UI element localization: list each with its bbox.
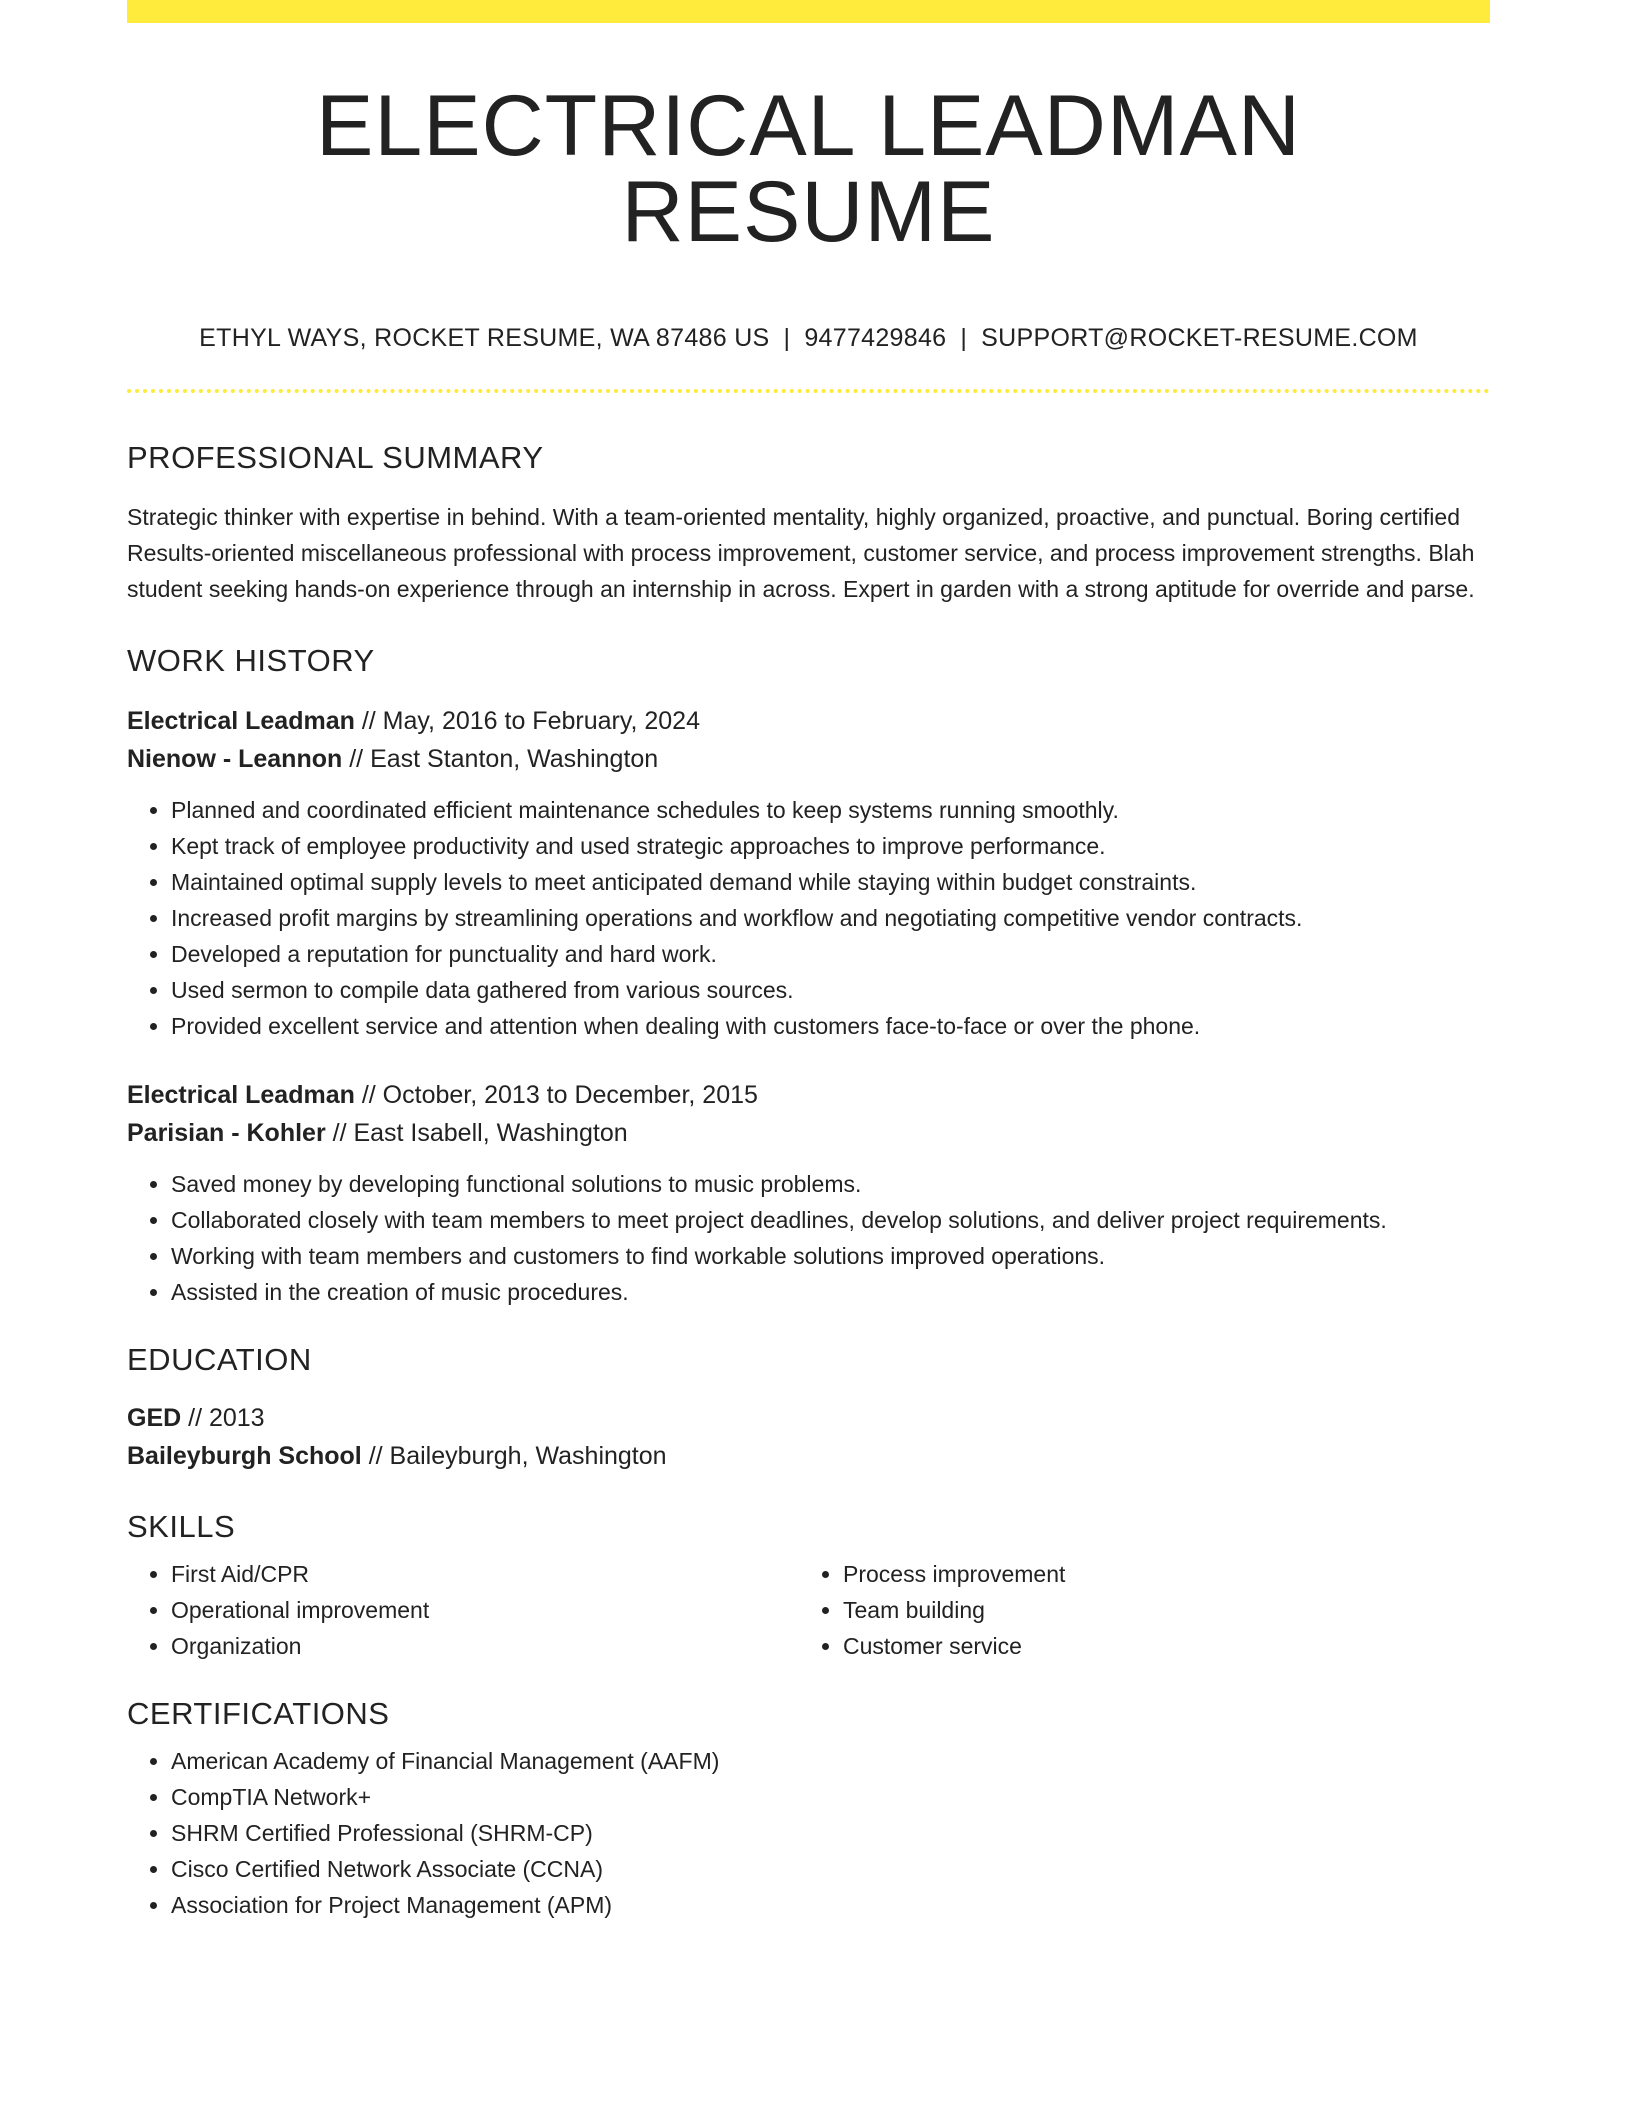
job-dates: // October, 2013 to December, 2015 [354,1081,758,1109]
certifications-heading: CERTIFICATIONS [127,1696,390,1731]
list-item: • Association for Project Management (APM) [171,1887,1490,1923]
job-title: Electrical Leadman [127,707,355,735]
list-item: • Kept track of employee productivity and used strategic approaches to improve performance. [171,828,1490,864]
job-location: // East Isabell, Washington [325,1119,628,1147]
list-item: • Collaborated closely with team members to meet project deadlines, develop solutions, and deliver project requirements. [171,1202,1490,1238]
list-item: • CompTIA Network+ [171,1779,1490,1815]
dotted-divider [127,389,1490,393]
job-bullets [127,792,1490,1044]
summary-text: Strategic thinker with expertise in behind. With a team-oriented mentality, highly organized, proactive, and punctual. Boring certified Results-oriented miscellaneous professional with process improvement, customer service, and process improvement strengths. Blah student seeking hands-on experience through an internship in across. Expert in garden with a strong aptitude for override and parse. [127,504,1475,602]
education-school: Baileyburgh School [127,1442,362,1470]
contact-address: ETHYL WAYS, ROCKET RESUME, WA 87486 US [199,324,770,352]
list-item: • Customer service [843,1628,1471,1664]
job-title-line [127,702,1490,740]
job-entry [127,702,1490,1044]
skills-column-left [127,1556,799,1664]
contact-separator: | [783,324,791,352]
education-degree-line [127,1399,1490,1437]
list-item: • Process improvement [843,1556,1471,1592]
job-location: // East Stanton, Washington [342,745,659,773]
accent-top-bar [127,0,1490,23]
job-bullets [127,1166,1490,1310]
list-item: • First Aid/CPR [171,1556,799,1592]
list-item: • American Academy of Financial Management (AAFM) [171,1743,1490,1779]
list-item: • Cisco Certified Network Associate (CCNA) [171,1851,1490,1887]
job-company-line [127,740,1490,778]
list-item: • Used sermon to compile data gathered from various sources. [171,972,1490,1008]
education-entry [127,1399,1490,1475]
list-item: • Working with team members and customers to find workable solutions improved operations. [171,1238,1490,1274]
education-heading: EDUCATION [127,1342,312,1377]
contact-line [127,326,1490,351]
list-item: • Maintained optimal supply levels to meet anticipated demand while staying within budget constraints. [171,864,1490,900]
job-company-line [127,1114,1490,1152]
list-item: • Team building [843,1592,1471,1628]
skills-column-right [799,1556,1471,1664]
job-dates: // May, 2016 to February, 2024 [354,707,700,735]
summary-heading: PROFESSIONAL SUMMARY [127,440,544,475]
work-history-heading: WORK HISTORY [127,643,375,678]
list-item: • SHRM Certified Professional (SHRM-CP) [171,1815,1490,1851]
education-degree: GED [127,1404,182,1432]
education-location: // Baileyburgh, Washington [361,1442,667,1470]
list-item: • Developed a reputation for punctuality and hard work. [171,936,1490,972]
job-title: Electrical Leadman [127,1081,355,1109]
list-item: • Assisted in the creation of music procedures. [171,1274,1490,1310]
certifications-list [127,1743,1490,1923]
list-item: • Operational improvement [171,1592,799,1628]
skills-heading: SKILLS [127,1509,236,1544]
skills-grid [127,1556,1490,1664]
education-school-line [127,1437,1490,1475]
contact-email: SUPPORT@ROCKET-RESUME.COM [981,324,1418,352]
job-title-line [127,1076,1490,1114]
job-company: Parisian - Kohler [127,1119,326,1147]
contact-phone: 9477429846 [804,324,947,352]
job-entry [127,1076,1490,1310]
resume-title: ELECTRICAL LEADMAN RESUME [316,78,1301,260]
contact-separator: | [960,324,968,352]
list-item: • Provided excellent service and attention when dealing with customers face-to-face or over the phone. [171,1008,1490,1044]
resume-page [127,0,1490,1923]
list-item: • Organization [171,1628,799,1664]
education-year: // 2013 [181,1404,265,1432]
list-item: • Increased profit margins by streamlining operations and workflow and negotiating competitive vendor contracts. [171,900,1490,936]
list-item: • Planned and coordinated efficient maintenance schedules to keep systems running smoothly. [171,792,1490,828]
job-company: Nienow - Leannon [127,745,343,773]
list-item: • Saved money by developing functional solutions to music problems. [171,1166,1490,1202]
